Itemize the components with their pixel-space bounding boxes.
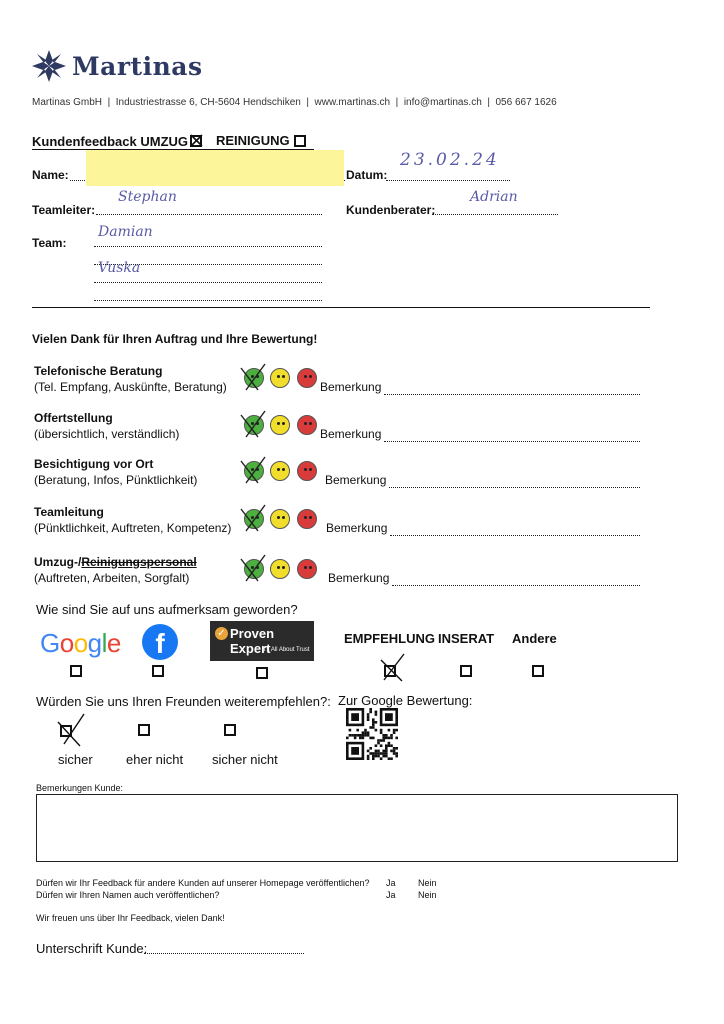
rating-title	[34, 364, 162, 378]
source-andere-label: Andere	[512, 631, 557, 646]
name-label: Name:	[32, 168, 69, 182]
rating-remark-line[interactable]	[390, 521, 640, 536]
kundenberater-value: Adrian	[470, 189, 518, 205]
google-logo-l: l	[101, 628, 107, 658]
source-question: Wie sind Sie auf uns aufmerksam geworden?	[36, 602, 298, 617]
form-title-prefix: Kundenfeedback UMZUG	[32, 134, 189, 149]
rating-remark-label: Bemerkung	[325, 473, 387, 487]
publish-question-2: Dürfen wir Ihren Namen auch veröffentlichen?	[36, 890, 220, 900]
rating-title-text: Offertstellung	[34, 411, 113, 425]
rating-title-text: Umzug-/	[34, 555, 82, 569]
source-inserat-checkbox[interactable]	[460, 665, 472, 677]
remarks-label: Bemerkungen Kunde:	[36, 783, 124, 793]
thanks-text: Vielen Dank für Ihren Auftrag und Ihre Bewertung!	[32, 332, 318, 346]
smiley-bad-icon[interactable]	[297, 509, 317, 529]
rating-remark-label: Bemerkung	[328, 571, 390, 585]
rating-remark-label: Bemerkung	[326, 521, 388, 535]
proven-expert-logo	[210, 621, 314, 661]
publish-q2-yes[interactable]: Ja	[386, 890, 396, 900]
rating-remark-label: Bemerkung	[320, 427, 382, 441]
rating-subtitle: (Beratung, Infos, Pünktlichkeit)	[34, 473, 198, 487]
rating-subtitle: (Tel. Empfang, Auskünfte, Beratung)	[34, 380, 227, 394]
rating-title	[34, 457, 153, 471]
recommend-eher-nicht-checkbox[interactable]	[138, 724, 150, 736]
reinigung-label: REINIGUNG	[216, 133, 290, 148]
signature-label: Unterschrift Kunde:	[36, 941, 148, 956]
closing-text: Wir freuen uns über Ihr Feedback, vielen Dank!	[36, 913, 225, 923]
google-logo	[40, 628, 121, 659]
rating-title	[34, 411, 113, 425]
proven-expert-tagline: It's All About Trust	[262, 647, 310, 653]
section-divider	[32, 307, 650, 308]
recommend-eher-nicht-label: eher nicht	[126, 752, 184, 767]
team-member-1: Damian	[98, 224, 153, 240]
rating-check-mark-icon	[238, 553, 268, 583]
google-logo-g: G	[40, 628, 60, 658]
proven-expert-name: Proven Expert	[230, 626, 275, 656]
facebook-logo-icon	[142, 624, 178, 660]
smiley-bad-icon[interactable]	[297, 415, 317, 435]
rating-remark-line[interactable]	[384, 380, 640, 395]
source-provenexpert-checkbox[interactable]	[256, 667, 268, 679]
recommend-sicher-nicht-checkbox[interactable]	[224, 724, 236, 736]
teamleiter-value: Stephan	[118, 189, 177, 205]
publish-q2-no[interactable]: Nein	[418, 890, 437, 900]
rating-subtitle: (Auftreten, Arbeiten, Sorgfalt)	[34, 571, 190, 585]
facebook-logo-letter: f	[155, 628, 165, 659]
recommend-sicher-nicht-label: sicher nicht	[212, 752, 278, 767]
google-review-qr-code[interactable]	[346, 708, 402, 760]
publish-q1-yes[interactable]: Ja	[386, 878, 396, 888]
rating-title-text: Teamleitung	[34, 505, 104, 519]
source-google-checkbox[interactable]	[70, 665, 82, 677]
rating-remark-line[interactable]	[389, 473, 640, 488]
google-logo-e: e	[106, 628, 121, 658]
rating-remark-line[interactable]	[384, 427, 640, 442]
source-inserat-label: INSERAT	[438, 631, 495, 646]
smiley-bad-icon[interactable]	[297, 368, 317, 388]
rating-check-mark-icon	[238, 409, 268, 439]
google-logo-o2: o	[73, 628, 88, 658]
brand-name: Martinas	[72, 52, 203, 81]
rating-title-text: Besichtigung vor Ort	[34, 457, 154, 471]
teamleiter-label: Teamleiter:	[32, 203, 96, 217]
datum-value: 23.02.24	[400, 150, 500, 170]
google-logo-g2: g	[87, 628, 102, 658]
umzug-check-mark-icon	[189, 133, 204, 148]
kundenberater-label: Kundenberater:	[346, 203, 436, 217]
source-empfehlung-label: EMPFEHLUNG	[344, 631, 435, 646]
remarks-textarea[interactable]	[36, 794, 678, 862]
smiley-neutral-icon[interactable]	[270, 461, 290, 481]
source-andere-checkbox[interactable]	[532, 665, 544, 677]
smiley-neutral-icon[interactable]	[270, 368, 290, 388]
rating-title-text: Telefonische Beratung	[34, 364, 163, 378]
name-redaction	[86, 150, 344, 186]
smiley-neutral-icon[interactable]	[270, 509, 290, 529]
reinigung-checkbox[interactable]	[294, 135, 306, 147]
publish-question-1: Dürfen wir Ihr Feedback für andere Kunden auf unserer Homepage veröffentlichen?	[36, 878, 370, 888]
rating-remark-label: Bemerkung	[320, 380, 382, 394]
team-member-2: Vuska	[98, 260, 141, 276]
smiley-bad-icon[interactable]	[297, 461, 317, 481]
rating-check-mark-icon	[238, 455, 268, 485]
rating-title	[34, 555, 197, 569]
team-label: Team:	[32, 236, 67, 250]
publish-q1-no[interactable]: Nein	[418, 878, 437, 888]
rating-check-mark-icon	[238, 503, 268, 533]
company-address: Martinas GmbH | Industriestrasse 6, CH-5604 Hendschiken | www.martinas.ch | info@martinas.ch | 056 667 1626	[32, 97, 557, 108]
smiley-neutral-icon[interactable]	[270, 415, 290, 435]
recommend-sicher-label: sicher	[58, 752, 93, 767]
rating-title	[34, 505, 104, 519]
smiley-bad-icon[interactable]	[297, 559, 317, 579]
source-facebook-checkbox[interactable]	[152, 665, 164, 677]
datum-label: Datum:	[346, 168, 388, 182]
rating-subtitle: (Pünktlichkeit, Auftreten, Kompetenz)	[34, 521, 232, 535]
recommend-question: Würden Sie uns Ihren Freunden weiterempfehlen?:	[36, 694, 331, 709]
team-line-4[interactable]	[94, 286, 322, 301]
martinas-logo-icon	[32, 50, 66, 82]
proven-expert-check-icon: ✓	[215, 627, 228, 640]
smiley-neutral-icon[interactable]	[270, 559, 290, 579]
google-logo-o1: o	[59, 628, 74, 658]
empfehlung-check-mark-icon	[378, 652, 406, 682]
rating-remark-line[interactable]	[392, 571, 640, 586]
signature-line[interactable]	[144, 939, 304, 954]
rating-check-mark-icon	[238, 362, 268, 392]
rating-subtitle: (übersichtlich, verständlich)	[34, 427, 180, 441]
google-review-label: Zur Google Bewertung:	[338, 693, 473, 708]
rating-title-struck: Reinigungspersonal	[81, 555, 197, 569]
recommend-check-mark-icon	[56, 712, 86, 748]
